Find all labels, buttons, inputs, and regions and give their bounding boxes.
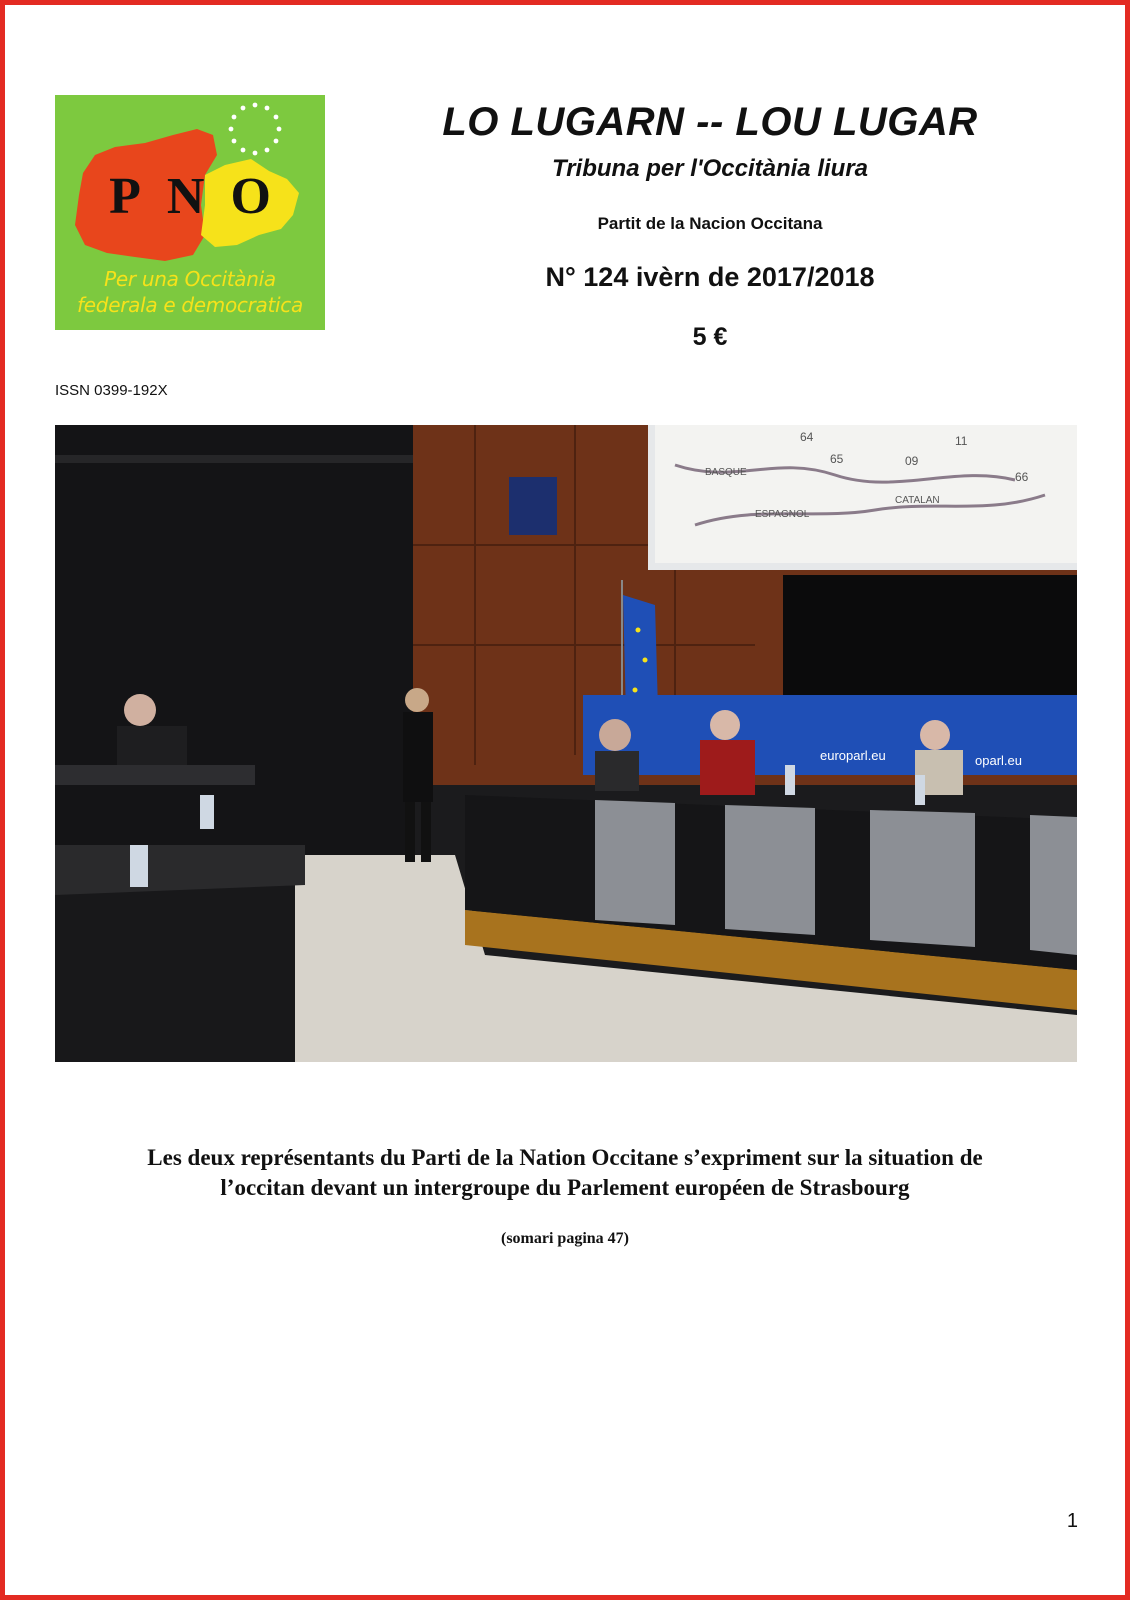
cover-caption <box>60 1143 1070 1203</box>
map-label-basque: BASQUE <box>705 467 747 478</box>
map-label-65: 65 <box>830 452 844 466</box>
map-label-66: 66 <box>1015 470 1029 484</box>
logo-letter-n: N <box>166 168 205 225</box>
map-label-catalan: CATALAN <box>895 495 940 506</box>
map-label-espagnol: ESPAGNOL <box>755 509 810 520</box>
page-number: 1 <box>1066 1510 1078 1532</box>
caption-line1: Les deux représentants du Parti de la Nation Occitane s’expriment sur la situation de <box>147 1145 983 1170</box>
logo-tagline-line2: federala e democratica <box>77 293 303 317</box>
logo-letter-o: O <box>230 168 271 225</box>
map-label-11: 11 <box>955 434 968 448</box>
pno-logo <box>55 95 325 330</box>
issn-number: ISSN 0399-192X <box>55 382 168 399</box>
logo-letters <box>55 167 325 226</box>
stars-ring <box>229 103 282 156</box>
cover-photo <box>55 425 1077 1062</box>
backdrop-text-2: oparl.eu <box>975 753 1022 768</box>
issue-price: 5 € <box>692 323 728 351</box>
backdrop-text-1: europarl.eu <box>820 748 886 763</box>
logo-letter-p: P <box>109 168 141 225</box>
map-label-64: 64 <box>800 430 814 444</box>
issue-number: N° 124 ivèrn de 2017/2018 <box>545 262 875 292</box>
logo-tagline-line1: Per una Occitània <box>104 267 276 291</box>
publication-subtitle: Tribuna per l'Occitània liura <box>551 155 869 182</box>
party-name: Partit de la Nacion Occitana <box>597 214 823 233</box>
summary-reference: (somari pagina 47) <box>501 1230 629 1247</box>
caption-line2: l’occitan devant un intergroupe du Parlement européen de Strasbourg <box>220 1175 910 1200</box>
map-label-09: 09 <box>905 454 919 468</box>
publication-title: LO LUGARN -- LOU LUGAR <box>442 100 978 144</box>
